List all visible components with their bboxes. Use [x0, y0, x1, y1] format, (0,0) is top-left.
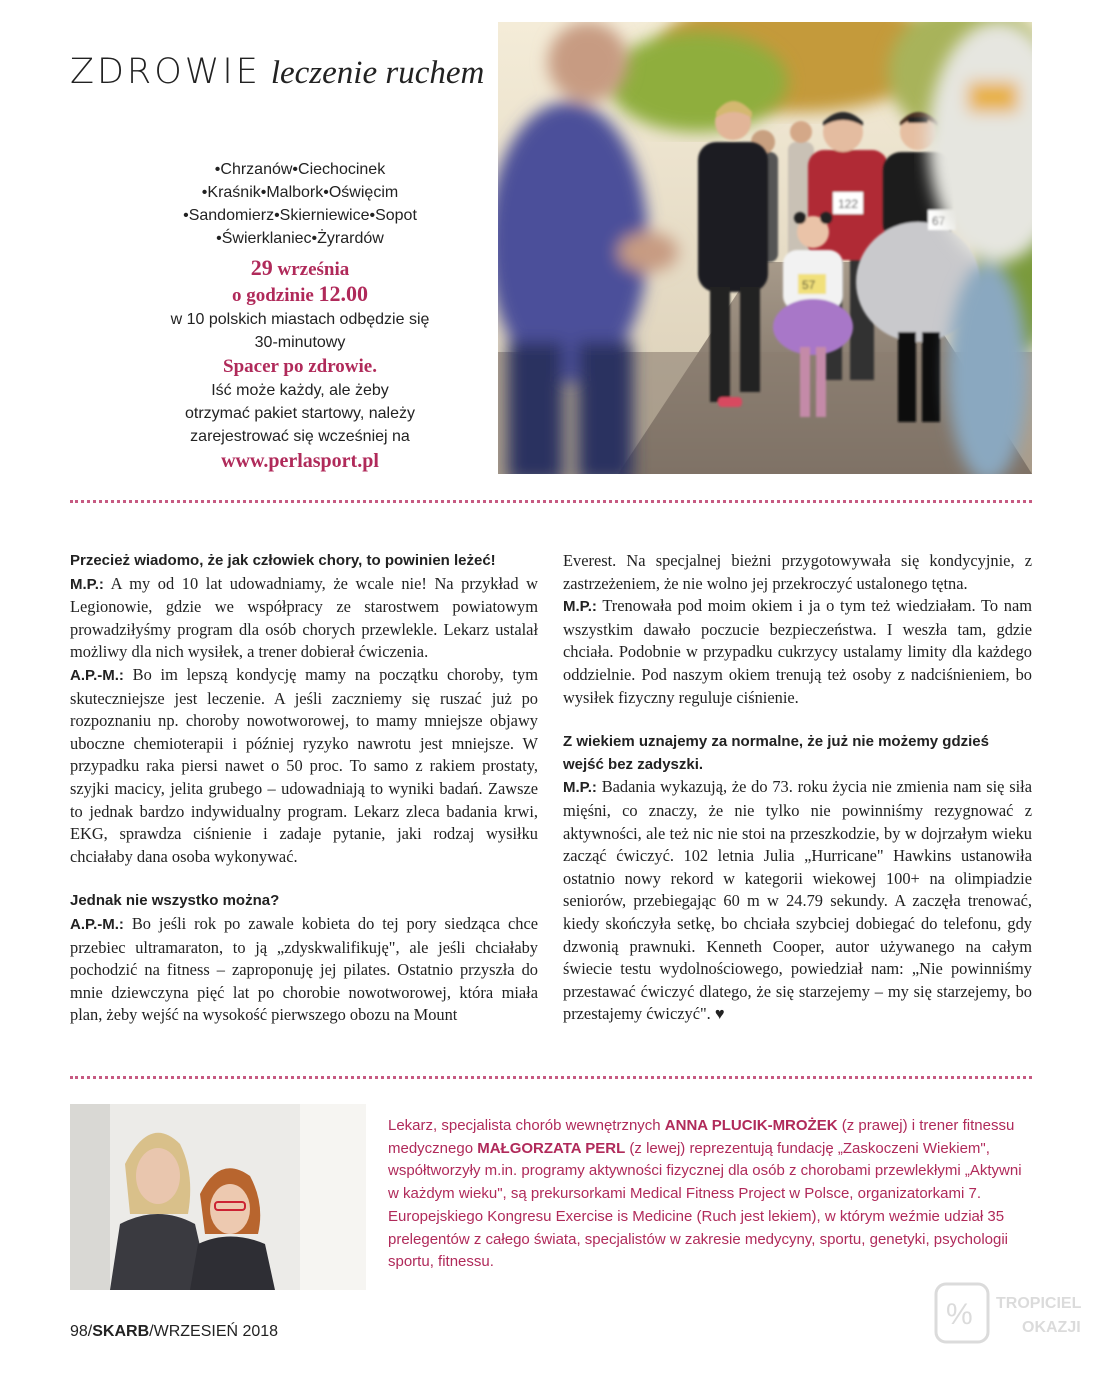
svg-text:67: 67 — [932, 214, 946, 228]
section-title — [70, 52, 484, 92]
city-list — [110, 158, 490, 250]
answer-text: Badania wykazują, że do 73. roku życia nie zmienia nam się siła mięśni, co znaczy, że nie tylko nie powinniśmy rezygnować z aktywności, ale też nic nie stoi na przeszkodzie, by w dojrzałym wieku zacząć ćwiczyć. 102 letnia Julia „Hurricane" Hawkins ustanowiła ostatnio nowy rekord w kategorii wiekowej 100+ na olimpiadzie seniorów, przebiegając 60 m w 24.79 sekundy. A zaczęła trenować, kiedy skończyła setkę, bo chciała szybciej dobiegać do telefonu, gdy dzwonią prawnuki. Kenneth Cooper, autor używanego na całym świecie testu wydolnościowego, powiedział nam: „Nie powinniśmy przestawać ćwiczyć dlatego, że się starzejemy – my się starzejemy, bo przestajemy ćwiczyć". ♥ — [563, 777, 1032, 1024]
city-line: •Kraśnik•Malbork•Oświęcim — [201, 184, 399, 201]
interview-answer — [563, 776, 1032, 1026]
answer-text: Bo im lepszą kondycję mamy na początku choroby, tym skuteczniejsze jest leczenie. A jeśli zaczniemy się ruszać już po rozpoznaniu np. choroby nowotworowej, to mamy mniejsze objawy uboczne chemioterapii i później ryzyko nawrotu jest mniejsze. W przypadku raka piersi nawet o 50 proc. To samo z rakiem prostaty, szyjki macicy, jelita grubego – udowadniają to wyniki badań. Zawsze to jednak bardzo indywidualny program. Lekarz zleca badania krwi, EKG, sprawdza ciśnienie i zadaje pytanie, jaki rodzaj wysiłku chciałaby dana osoba wykonywać. — [70, 664, 538, 866]
event-name: Spacer po zdrowie. — [223, 356, 377, 377]
authors-bio — [388, 1115, 1028, 1274]
walk-photo-illustration — [498, 22, 1032, 474]
speaker-label: M.P.: — [70, 575, 104, 593]
svg-text:%: % — [946, 1298, 973, 1331]
section-name: ZDROWIE — [70, 52, 261, 92]
city-line: •Chrzanów•Ciechocinek — [214, 161, 386, 178]
section-divider — [70, 1076, 1032, 1079]
promo-line: zarejestrować się wcześniej na — [190, 428, 410, 445]
svg-text:122: 122 — [838, 197, 859, 211]
article-column-left — [70, 550, 538, 1027]
registration-link[interactable]: www.perlasport.pl — [221, 450, 379, 472]
interview-answer-continued — [70, 913, 538, 1027]
interview-answer — [563, 595, 1032, 709]
interview-question: Z wiekiem uznajemy za normalne, że już nie możemy gdzieś wejść bez zadyszki. — [563, 733, 989, 773]
page-footer — [70, 1323, 278, 1341]
event-time — [110, 282, 490, 308]
answer-text: Bo jeśli rok po zawale kobieta do tej pory siedząca chce przebiec ultramaraton, to ją „zdyskwalifikuję", ale jeśli chciałaby pochodzić na fitness – zaproponuję jej pilates. Ostatnio przyszła do mnie dziewczyna pięć lat po chorobie nowotworowej, która miała plan, żeby wejść na wysokość pierwszego obozu na Mount — [70, 913, 539, 1025]
watermark-graphic — [932, 1278, 1108, 1350]
event-month: września — [277, 259, 350, 280]
author-name: MAŁGORZATA PERL — [477, 1139, 626, 1157]
speaker-label: A.P.-M.: — [70, 666, 124, 684]
interview-answer-tail: Everest. Na specjalnej bieżni przygotowywała się kondycyjnie, z zastrzeżeniem, że nie wolno jej przekroczyć ustalonego tętna. — [563, 551, 1032, 593]
interview-answer — [70, 664, 538, 868]
event-hour: 12.00 — [318, 281, 369, 306]
speaker-label: A.P.-M.: — [70, 915, 124, 933]
event-promo — [110, 158, 490, 474]
section-subtitle: leczenie ruchem — [270, 55, 485, 91]
walk-event-photo — [498, 22, 1032, 474]
city-line: •Sandomierz•Skierniewice•Sopot — [183, 207, 417, 224]
promo-line: 30-minutowy — [254, 334, 346, 351]
section-divider — [70, 500, 1032, 503]
answer-text: A my od 10 lat udowadniamy, że wcale nie! Na przykład w Legionowie, gdzie we współpracy ze starostwem powiatowym prowadziłyśmy program dla osób chorych przewlekle. Lekarz ustalał możliwy dla nich wysiłek, a trener dobierał ćwiczenia. — [70, 573, 538, 662]
authors-photo — [70, 1104, 366, 1290]
city-line: •Świerklaniec•Żyrardów — [216, 230, 384, 247]
promo-line: Iść może każdy, ale żeby — [211, 382, 389, 399]
interview-answer — [70, 573, 538, 664]
event-time-prefix: o godzinie — [231, 285, 314, 306]
watermark-logo — [932, 1278, 1108, 1350]
watermark-text: OKAZJI — [1022, 1319, 1081, 1336]
svg-text:57: 57 — [802, 278, 816, 292]
interview-question: Jednak nie wszystko można? — [70, 892, 280, 910]
event-date — [110, 256, 490, 282]
author-name: ANNA PLUCIK-MROŻEK — [664, 1117, 838, 1134]
event-day: 29 — [250, 255, 273, 280]
answer-text: Trenowała pod moim okiem i ja o tym też wiedziałam. To nam wszystkim dawało poczucie bezpieczeństwa. I weszła tam, gdzie chciała. Podobnie w przypadku cukrzycy ustalamy limity dla każdego oddzielnie. Pod naszym okiem trenują też osoby z nadciśnieniem, bo wysiłek fizyczny reguluje ciśnienie. — [563, 596, 1032, 707]
separator: / — [149, 1323, 154, 1340]
page-number: 98 — [70, 1323, 88, 1340]
article-column-right — [563, 550, 1032, 1026]
issue-date: WRZESIEŃ 2018 — [153, 1323, 279, 1340]
speaker-label: M.P.: — [563, 779, 597, 797]
bio-text: Lekarz, specjalista chorób wewnętrznych — [388, 1117, 665, 1134]
bio-text: (z prawej) i trener fitnessu medycznego — [388, 1117, 1015, 1157]
authors-photo-illustration — [70, 1104, 366, 1290]
interview-question: Przecież wiadomo, że jak człowiek chory, to powinien leżeć! — [70, 552, 496, 569]
promo-line: w 10 polskich miastach odbędzie się — [170, 311, 430, 328]
watermark-text: TROPICIEL — [996, 1295, 1082, 1312]
separator: / — [87, 1323, 93, 1340]
bio-text: (z lewej) reprezentują fundację „Zaskoczeni Wiekiem", współtworzyły m.in. programy aktywności fizycznej dla osób z chorobami przewlekłymi „Aktywni w każdym wieku", są prekursorkami Medical Fitness Project w Polsce, organizatorkami 7. Europejskiego Kongresu Exercise is Medicine (Ruch jest lekiem), w którym weźmie udział 35 prelegentów z całego świata, specjalistów w zakresie medycyny, sportu, genetyki, psychologii sportu, fitnessu. — [388, 1139, 1022, 1271]
magazine-name: SKARB — [92, 1323, 150, 1340]
promo-line: otrzymać pakiet startowy, należy — [184, 405, 415, 422]
speaker-label: M.P.: — [563, 598, 597, 616]
